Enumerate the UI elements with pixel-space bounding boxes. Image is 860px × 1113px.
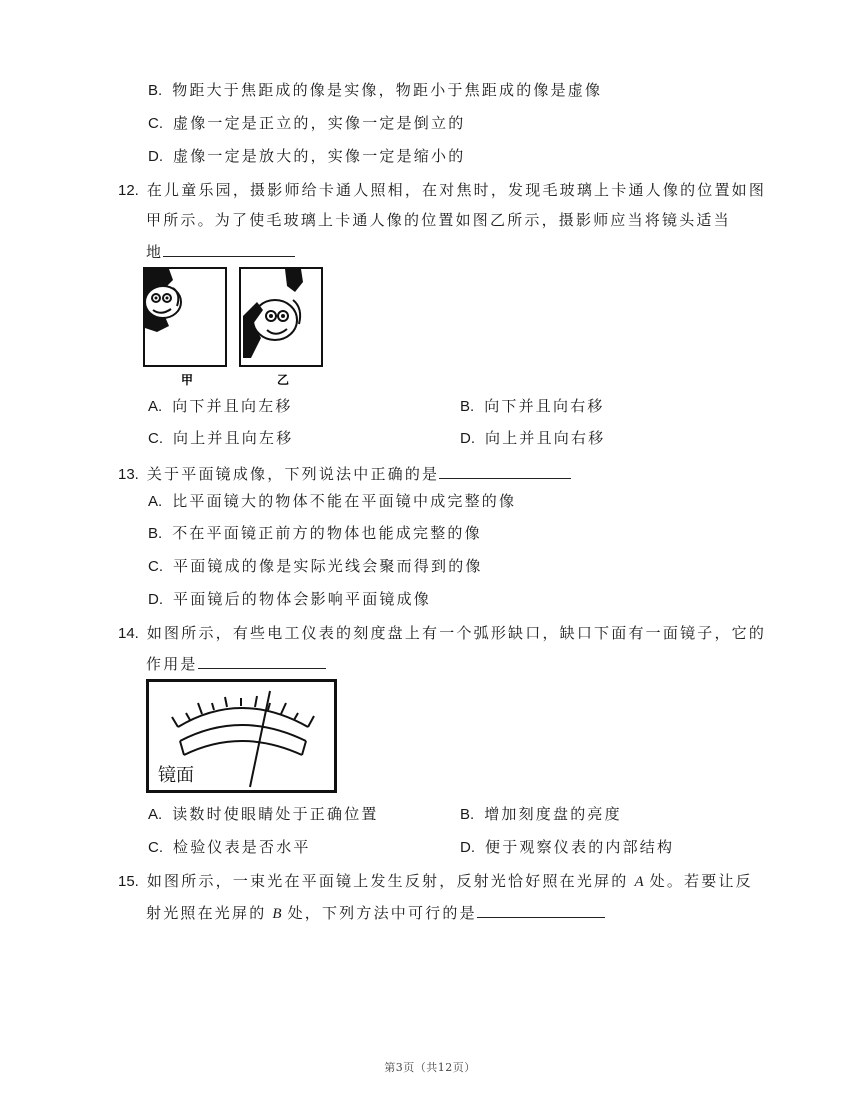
question-text: 地 [146,243,164,261]
option-letter: D. [148,591,163,608]
q14-stem-line1 [118,623,766,644]
option-letter: A. [148,806,163,823]
question-number: 12. [118,182,139,199]
question-text: 关于平面镜成像，下列说法中正确的是 [146,465,440,483]
option-letter: C. [148,115,163,132]
option-text: 读数时使眼睛处于正确位置 [172,805,379,823]
q11-option-c[interactable] [148,113,465,134]
option-letter: C. [148,839,163,856]
option-text: 增加刻度盘的亮度 [484,805,622,823]
question-text: 在儿童乐园，摄影师给卡通人照相，在对焦时，发现毛玻璃上卡通人像的位置如图 [146,181,767,199]
mirror-label: 镜面 [158,765,194,786]
answer-blank[interactable] [198,652,326,669]
option-text: 不在平面镜正前方的物体也能成完整的像 [172,524,482,542]
option-letter: C. [148,558,163,575]
q12-stem-line2: 甲所示。为了使毛玻璃上卡通人像的位置如图乙所示，摄影师应当将镜头适当 [146,211,731,229]
option-letter: C. [148,430,163,447]
q14-option-b[interactable] [460,804,622,825]
frame-yi [240,268,322,366]
option-text: 向上并且向右移 [485,429,606,447]
q11-option-b[interactable] [148,80,602,101]
q12-stem-line1 [118,180,766,201]
q15-stem-line1 [118,871,753,892]
question-text: 如图所示，有些电工仪表的刻度盘上有一个弧形缺口，缺口下面有一面镜子，它的 [146,624,767,642]
option-text: 平面镜成的像是实际光线会聚而得到的像 [173,557,483,575]
option-text: 便于观察仪表的内部结构 [485,838,675,856]
option-text: 向下并且向左移 [172,397,293,415]
q12-option-c[interactable] [148,428,293,449]
q13-option-d[interactable] [148,589,431,610]
q14-option-a[interactable] [148,804,379,825]
option-letter: B. [148,82,163,99]
option-letter: D. [460,839,475,856]
option-letter: D. [148,148,163,165]
question-number: 14. [118,625,139,642]
option-letter: B. [460,398,475,415]
option-letter: B. [460,806,475,823]
label-jia: 甲 [180,373,194,387]
option-text: 向上并且向左移 [173,429,294,447]
option-letter: A. [148,398,163,415]
option-text: 物距大于焦距成的像是实像，物距小于焦距成的像是虚像 [172,81,603,99]
q12-option-d[interactable] [460,428,605,449]
q12-stem-line3 [146,240,295,262]
q15-stem-line2 [146,901,605,924]
q13-option-c[interactable] [148,556,483,577]
question-number: 15. [118,873,139,890]
option-letter: A. [148,493,163,510]
option-text: 比平面镜大的物体不能在平面镜中成完整的像 [172,492,517,510]
q14-option-d[interactable] [460,837,674,858]
option-text: 向下并且向右移 [484,397,605,415]
q14-stem-line2 [146,652,326,674]
answer-blank[interactable] [439,462,571,479]
option-text: 平面镜后的物体会影响平面镜成像 [173,590,432,608]
q13-option-b[interactable] [148,523,482,544]
frame-jia [144,268,226,366]
q14-option-c[interactable] [148,837,311,858]
label-yi: 乙 [276,373,290,387]
option-letter: B. [148,525,163,542]
q12-option-a[interactable] [148,396,293,417]
answer-blank[interactable] [163,240,295,257]
question-text: 如图所示，一束光在平面镜上发生反射，反射光恰好照在光屏的 [146,872,629,890]
point-a-label: A [634,874,644,890]
q11-option-d[interactable] [148,146,465,167]
page-footer: 第3页（共12页） [384,1061,476,1074]
question-number: 13. [118,466,139,483]
option-text: 检验仪表是否水平 [173,838,311,856]
option-letter: D. [460,430,475,447]
option-text: 虚像一定是正立的，实像一定是倒立的 [173,114,466,132]
q13-option-a[interactable] [148,491,516,512]
q13-stem [118,462,571,485]
q12-option-b[interactable] [460,396,605,417]
option-text: 虚像一定是放大的，实像一定是缩小的 [173,147,466,165]
question-text: 射光照在光屏的 [146,904,267,922]
point-b-label: B [272,906,282,922]
question-text: 处，下列方法中可行的是 [287,904,477,922]
answer-blank[interactable] [477,901,605,918]
question-text: 作用是 [146,655,198,673]
q14-figure-meter-dial [146,679,338,794]
q12-figure-cartoon [143,266,328,388]
question-text: 处。若要让反 [649,872,753,890]
